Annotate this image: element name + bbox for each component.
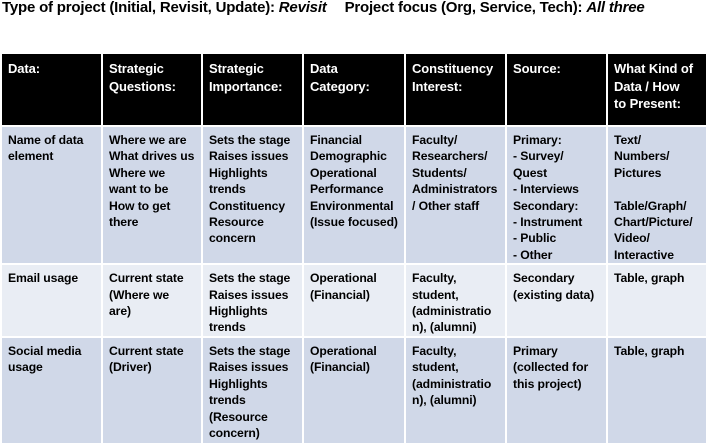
column-header-data: Data: (1, 53, 102, 126)
column-header-presentation: What Kind of Data / How to Present: (607, 53, 706, 126)
data-planning-table (0, 52, 706, 445)
table-row (1, 264, 706, 337)
column-header-strategic-importance: Strategic Importance: (202, 53, 303, 126)
table-row (1, 337, 706, 444)
column-header-source: Source: (506, 53, 607, 126)
column-header-data-category: Data Category: (303, 53, 405, 126)
table-cell: Secondary (existing data) (506, 264, 607, 337)
project-type-value: Revisit (278, 0, 327, 16)
table-cell: Primary: - Survey/ Quest - Interviews Secondary: - Instrument - Public - Other (506, 126, 607, 264)
table-cell: Email usage (1, 264, 102, 337)
project-focus-value: All three (586, 0, 645, 16)
table-cell: Table, graph (607, 337, 706, 444)
table-cell: Primary (collected for this project) (506, 337, 607, 444)
table-cell: Sets the stage Raises issues Highlights trends Constituency Resource concern (202, 126, 303, 264)
table-header-row (1, 53, 706, 126)
table-cell: Table, graph (607, 264, 706, 337)
table-cell: Current state (Driver) (102, 337, 202, 444)
table-cell: Sets the stage Raises issues Highlights trends (Resource concern) (202, 337, 303, 444)
table-cell: Sets the stage Raises issues Highlights trends (202, 264, 303, 337)
project-type-label: Type of project (Initial, Revisit, Update): (2, 0, 275, 16)
column-header-constituency-interest: Constituency Interest: (405, 53, 506, 126)
table-cell: Financial Demographic Operational Performance Environmental (Issue focused) (303, 126, 405, 264)
project-focus-label: Project focus (Org, Service, Tech): (344, 0, 583, 16)
table-cell: Operational (Financial) (303, 337, 405, 444)
table-cell: Name of data element (1, 126, 102, 264)
project-info-line (2, 0, 645, 16)
table-row (1, 126, 706, 264)
table-cell: Faculty, student, (administratio n), (alumni) (405, 337, 506, 444)
table-cell: Current state (Where we are) (102, 264, 202, 337)
column-header-strategic-questions: Strategic Questions: (102, 53, 202, 126)
table-cell: Operational (Financial) (303, 264, 405, 337)
table-cell: Where we are What drives us Where we want to be How to get there (102, 126, 202, 264)
table-cell: Faculty/ Researchers/ Students/ Administrators / Other staff (405, 126, 506, 264)
table-cell: Text/ Numbers/ Pictures Table/Graph/ Chart/Picture/ Video/ Interactive (607, 126, 706, 264)
table-cell: Faculty, student, (administratio n), (alumni) (405, 264, 506, 337)
table-cell: Social media usage (1, 337, 102, 444)
